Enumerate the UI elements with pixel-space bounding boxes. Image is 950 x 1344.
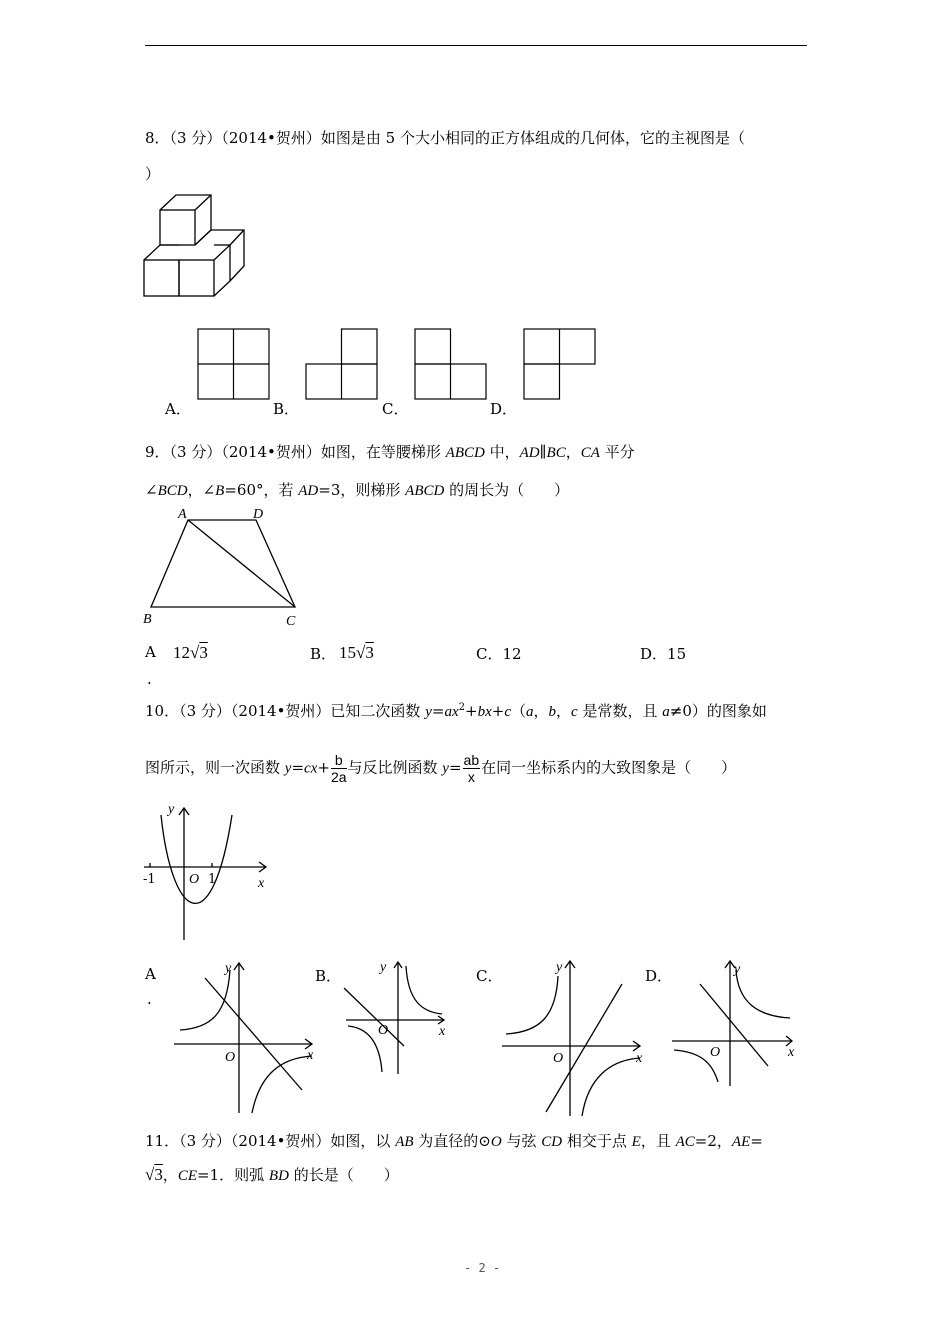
q10-option-b-graph (342, 956, 457, 1076)
q9-option-a-label: A (145, 643, 156, 661)
q9-label-b: B (143, 612, 152, 627)
q8-option-c-figure (414, 328, 488, 400)
q10-fig-origin: O (189, 872, 200, 887)
q10-option-c-graph (500, 956, 648, 1118)
svg-text:y: y (225, 961, 232, 976)
svg-text:O: O (710, 1045, 721, 1060)
q8-text-line2: ） (145, 165, 161, 183)
q10-fig-y: y (168, 802, 175, 817)
q8-option-b-figure (305, 328, 379, 400)
svg-text:O: O (225, 1050, 236, 1065)
q10-fig-one: 1 (208, 872, 217, 887)
q9-option-b-label: B． (310, 645, 337, 663)
q11-text-line2: √3，CE=1．则弧 BD 的长是（ ） (145, 1165, 399, 1184)
q8-option-a-figure (197, 328, 271, 400)
header-rule (145, 45, 807, 46)
q10-text-line1: 10．（3 分）（2014•贺州）已知二次函数 $y=ax^2+bx+c(a$，b，c 是常数，且 a≠0）的图象如 (145, 702, 767, 720)
q10-option-c-label: C． (476, 967, 503, 985)
q8-option-d-label: D． (490, 400, 518, 418)
q9-label-a: A (178, 507, 187, 522)
q10-option-d-graph (670, 956, 805, 1088)
q8-option-b-label: B． (273, 400, 300, 418)
svg-text:y: y (556, 960, 563, 975)
svg-text:x: x (788, 1045, 795, 1060)
q8-text-line1: 8．（3 分）（2014•贺州）如图是由 5 个大小相同的正方体组成的几何体，它的主视图是（ (145, 129, 745, 147)
svg-text:x: x (439, 1024, 446, 1039)
q8-option-a-label: A． (165, 400, 191, 418)
q9-option-a-dot: . (147, 670, 152, 688)
svg-text:y: y (380, 960, 387, 975)
q10-fig-neg1: -1 (143, 872, 156, 887)
q9-text-line2: ∠BCD，∠B=60°，若 AD=3，则梯形 ABCD 的周长为（ ） (145, 481, 570, 499)
page-number: - 2 - (464, 1261, 501, 1275)
q8-solid-figure (140, 190, 250, 302)
q9-option-a-value: 12√3 (173, 643, 208, 662)
q10-option-a-graph (172, 958, 320, 1116)
svg-text:O: O (553, 1051, 564, 1066)
q10-fraction-ab-over-x: $\frac{ab}{x}$ (463, 752, 480, 785)
q11-text-line1: 11．（3 分）（2014•贺州）如图，以 AB 为直径的⊙O 与弦 CD 相交于点 E，且 AC=2，AE= (145, 1132, 763, 1150)
q10-parabola-figure (140, 800, 280, 945)
q8-option-d-figure (523, 328, 597, 400)
q9-text-line1: 9．（3 分）（2014•贺州）如图，在等腰梯形 ABCD 中，AD∥BC，CA 平分 (145, 443, 635, 461)
q10-option-a-dot: . (147, 990, 152, 1008)
q9-option-d: D．15 (640, 645, 687, 663)
q8-option-c-label: C． (382, 400, 409, 418)
q9-option-b-value: 15√3 (339, 643, 374, 662)
q9-trapezoid-figure (140, 505, 310, 630)
q10-option-d-label: D． (645, 967, 673, 985)
q9-option-c: C．12 (476, 645, 522, 663)
q10-text-line2: 图所示，则一次函数 y=cx+ $\frac{b}{2a}$ 与反比例函数 y= $\frac{ab}{x}$ 在同一坐标系内的大致图象是（ ） (145, 752, 737, 785)
svg-text:x: x (636, 1051, 643, 1066)
q10-fig-x: x (258, 876, 265, 891)
svg-text:y: y (734, 962, 741, 977)
q9-label-d: D (253, 507, 264, 522)
q10-option-a-label: A (145, 965, 156, 983)
svg-text:x: x (307, 1048, 314, 1063)
q10-fraction-b-over-2a: $\frac{b}{2a}$ (330, 752, 347, 785)
svg-text:O: O (378, 1023, 389, 1038)
q10-option-b-label: B． (315, 967, 342, 985)
q9-label-c: C (286, 614, 296, 629)
